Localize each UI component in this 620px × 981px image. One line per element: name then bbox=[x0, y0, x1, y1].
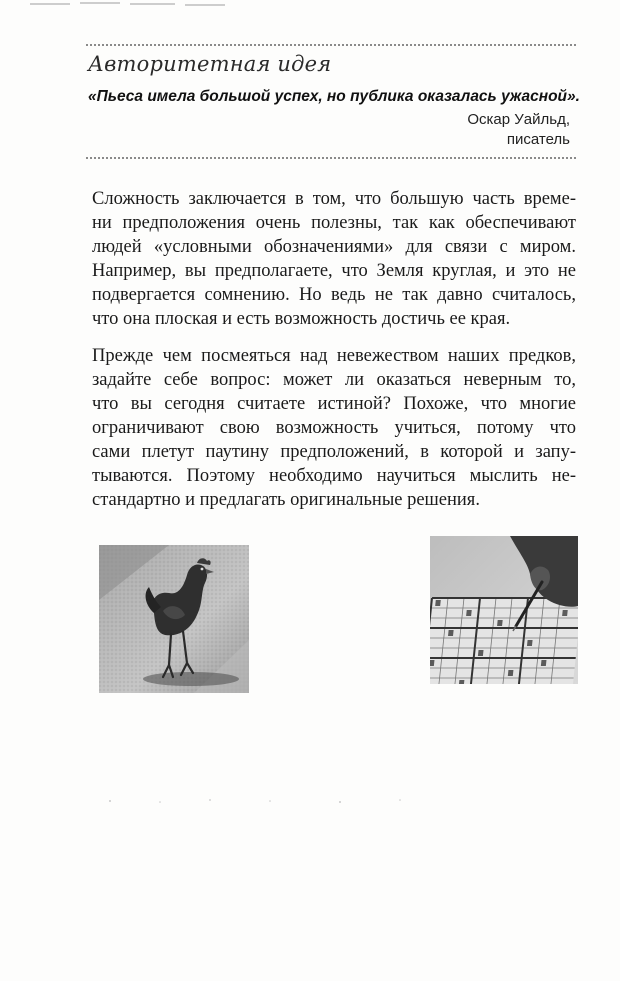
author-name: Оскар Уайльд, bbox=[467, 111, 570, 128]
quote-author bbox=[467, 110, 570, 150]
quote-box-bottom-rule bbox=[86, 157, 576, 159]
paragraph-1 bbox=[92, 187, 576, 331]
quote-box-heading: Авторитетная идея bbox=[88, 52, 332, 76]
paragraph-line: задайте себе вопрос: может ли оказаться неверным то, bbox=[92, 370, 576, 390]
paragraph-line: что она плоская и есть возможность достичь ее края. bbox=[92, 309, 511, 329]
sudoku-photo bbox=[430, 536, 578, 684]
paragraph-line: стандартно и предлагать оригинальные решения. bbox=[92, 490, 480, 510]
paragraph-line: Например, вы предполагаете, что Земля круглая, и это не bbox=[92, 261, 576, 281]
paragraph-line: ограничивают свою возможность учиться, потому что bbox=[92, 418, 576, 438]
paragraph-line: Сложность заключается в том, что большую часть време- bbox=[92, 189, 576, 209]
paragraph-line: что вы сегодня считаете истиной? Похоже, что многие bbox=[92, 394, 576, 414]
paragraph-line: ни предположения очень полезны, так как обеспечивают bbox=[92, 213, 576, 233]
quote-box-top-rule bbox=[86, 44, 576, 46]
top-scan-marks bbox=[0, 0, 620, 14]
paragraph-line: сами плетут паутину предположений, в которой и запу- bbox=[92, 442, 576, 462]
paragraph-line: подвергается сомнению. Но ведь не так давно считалось, bbox=[92, 285, 576, 305]
paragraph-line: Прежде чем посмеяться над невежеством наших предков, bbox=[92, 346, 576, 366]
scan-specks bbox=[100, 796, 520, 806]
hen-photo bbox=[99, 545, 249, 693]
paragraph-line: людей «условными обозначениями» для связи с миром. bbox=[92, 237, 576, 257]
quote-text: «Пьеса имела большой успех, но публика оказалась ужасной». bbox=[88, 88, 580, 105]
paragraph-2 bbox=[92, 344, 576, 512]
paragraph-line: тываются. Поэтому необходимо научиться мыслить не- bbox=[92, 466, 576, 486]
author-title: писатель bbox=[506, 131, 570, 148]
